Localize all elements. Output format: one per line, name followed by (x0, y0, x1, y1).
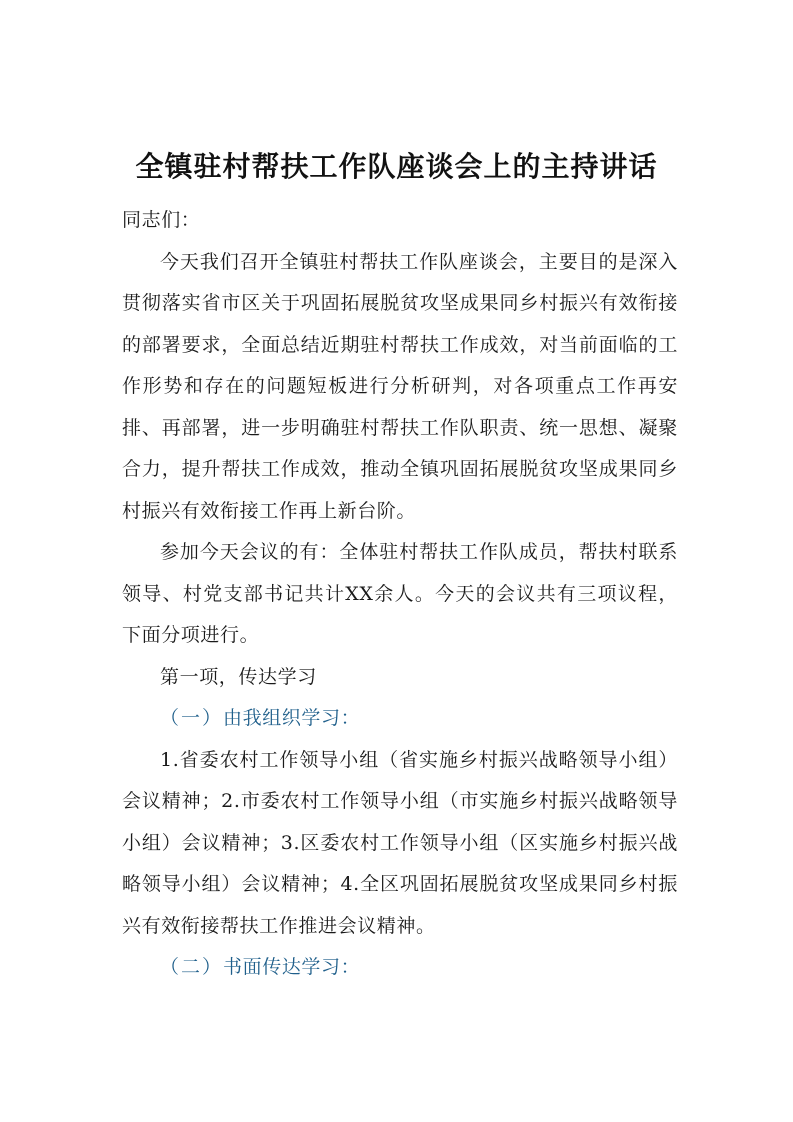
paragraph-attendees: 参加今天会议的有：全体驻村帮扶工作队成员，帮扶村联系领导、村党支部书记共计XX余人。今天的会议共有三项议程，下面分项进行。 (122, 541, 678, 646)
subsection-heading-2 (122, 947, 678, 989)
subsection-number-2: （二） (160, 956, 224, 978)
subsection-text-2: 书面传达学习： (223, 956, 361, 978)
paragraph-opening: 今天我们召开全镇驻村帮扶工作队座谈会，主要目的是深入贯彻落实省市区关于巩固拓展脱贫攻坚成果同乡村振兴有效衔接的部署要求，全面总结近期驻村帮扶工作成效，对当前面临的工作形势和存在的问题短板进行分析研判，对各项重点工作再安排、再部署，进一步明确驻村帮扶工作队职责、统一思想、凝聚合力，提升帮扶工作成效，推动全镇巩固拓展脱贫攻坚成果同乡村振兴有效衔接工作再上新台阶。 (122, 250, 678, 522)
agenda-item-1: 第一项，传达学习 (160, 665, 317, 688)
subsection-text-1: 由我组织学习： (223, 707, 361, 729)
subsection-content-1: 1.省委农村工作领导小组（省实施乡村振兴战略领导小组）会议精神；2.市委农村工作领导小组（市实施乡村振兴战略领导小组）会议精神；3.区委农村工作领导小组（区实施乡村振兴战略领导小组）会议精神；4.全区巩固拓展脱贫攻坚成果同乡村振兴有效衔接帮扶工作推进会议精神。 (122, 748, 678, 937)
document-title: 全镇驻村帮扶工作队座谈会上的主持讲话 (135, 149, 658, 183)
subsection-heading-1 (122, 698, 678, 740)
subsection-number-1: （一） (160, 707, 224, 729)
salutation: 同志们： (122, 209, 201, 231)
document-body (122, 200, 678, 989)
